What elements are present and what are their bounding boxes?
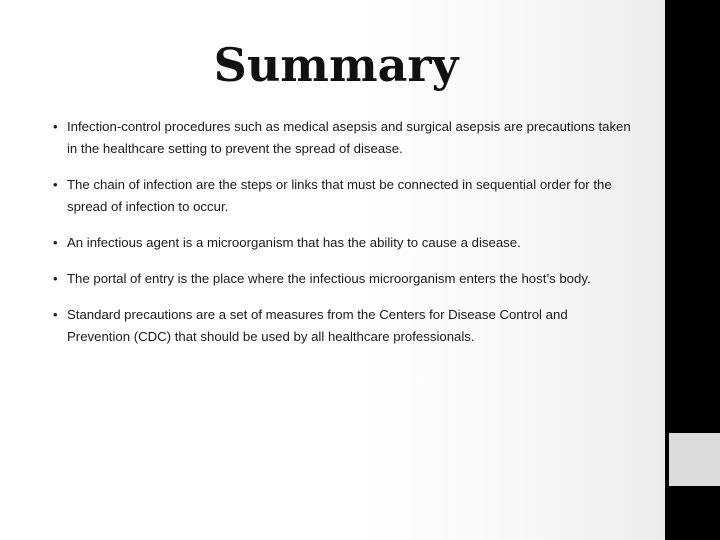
bullet-item-4: • The portal of entry is the place where the infectious microorganism enters the host’s body.: [53, 268, 633, 290]
bullet-item-2: • The chain of infection are the steps or links that must be connected in sequential order for the spread of infection to occur.: [53, 174, 633, 218]
bullet-item-1: • Infection-control procedures such as medical asepsis and surgical asepsis are precautions taken in the healthcare setting to prevent the spread of disease.: [53, 116, 633, 160]
side-bar-gray-block: [669, 433, 720, 486]
bullet-item-3: • An infectious agent is a microorganism that has the ability to cause a disease.: [53, 232, 633, 254]
slide-title: Summary: [213, 38, 459, 92]
side-bar-decoration: [665, 0, 720, 540]
bullet-list: [53, 116, 633, 362]
bullet-item-5: • Standard precautions are a set of measures from the Centers for Disease Control and Prevention (CDC) that should be used by all healthcare professionals.: [53, 304, 633, 348]
